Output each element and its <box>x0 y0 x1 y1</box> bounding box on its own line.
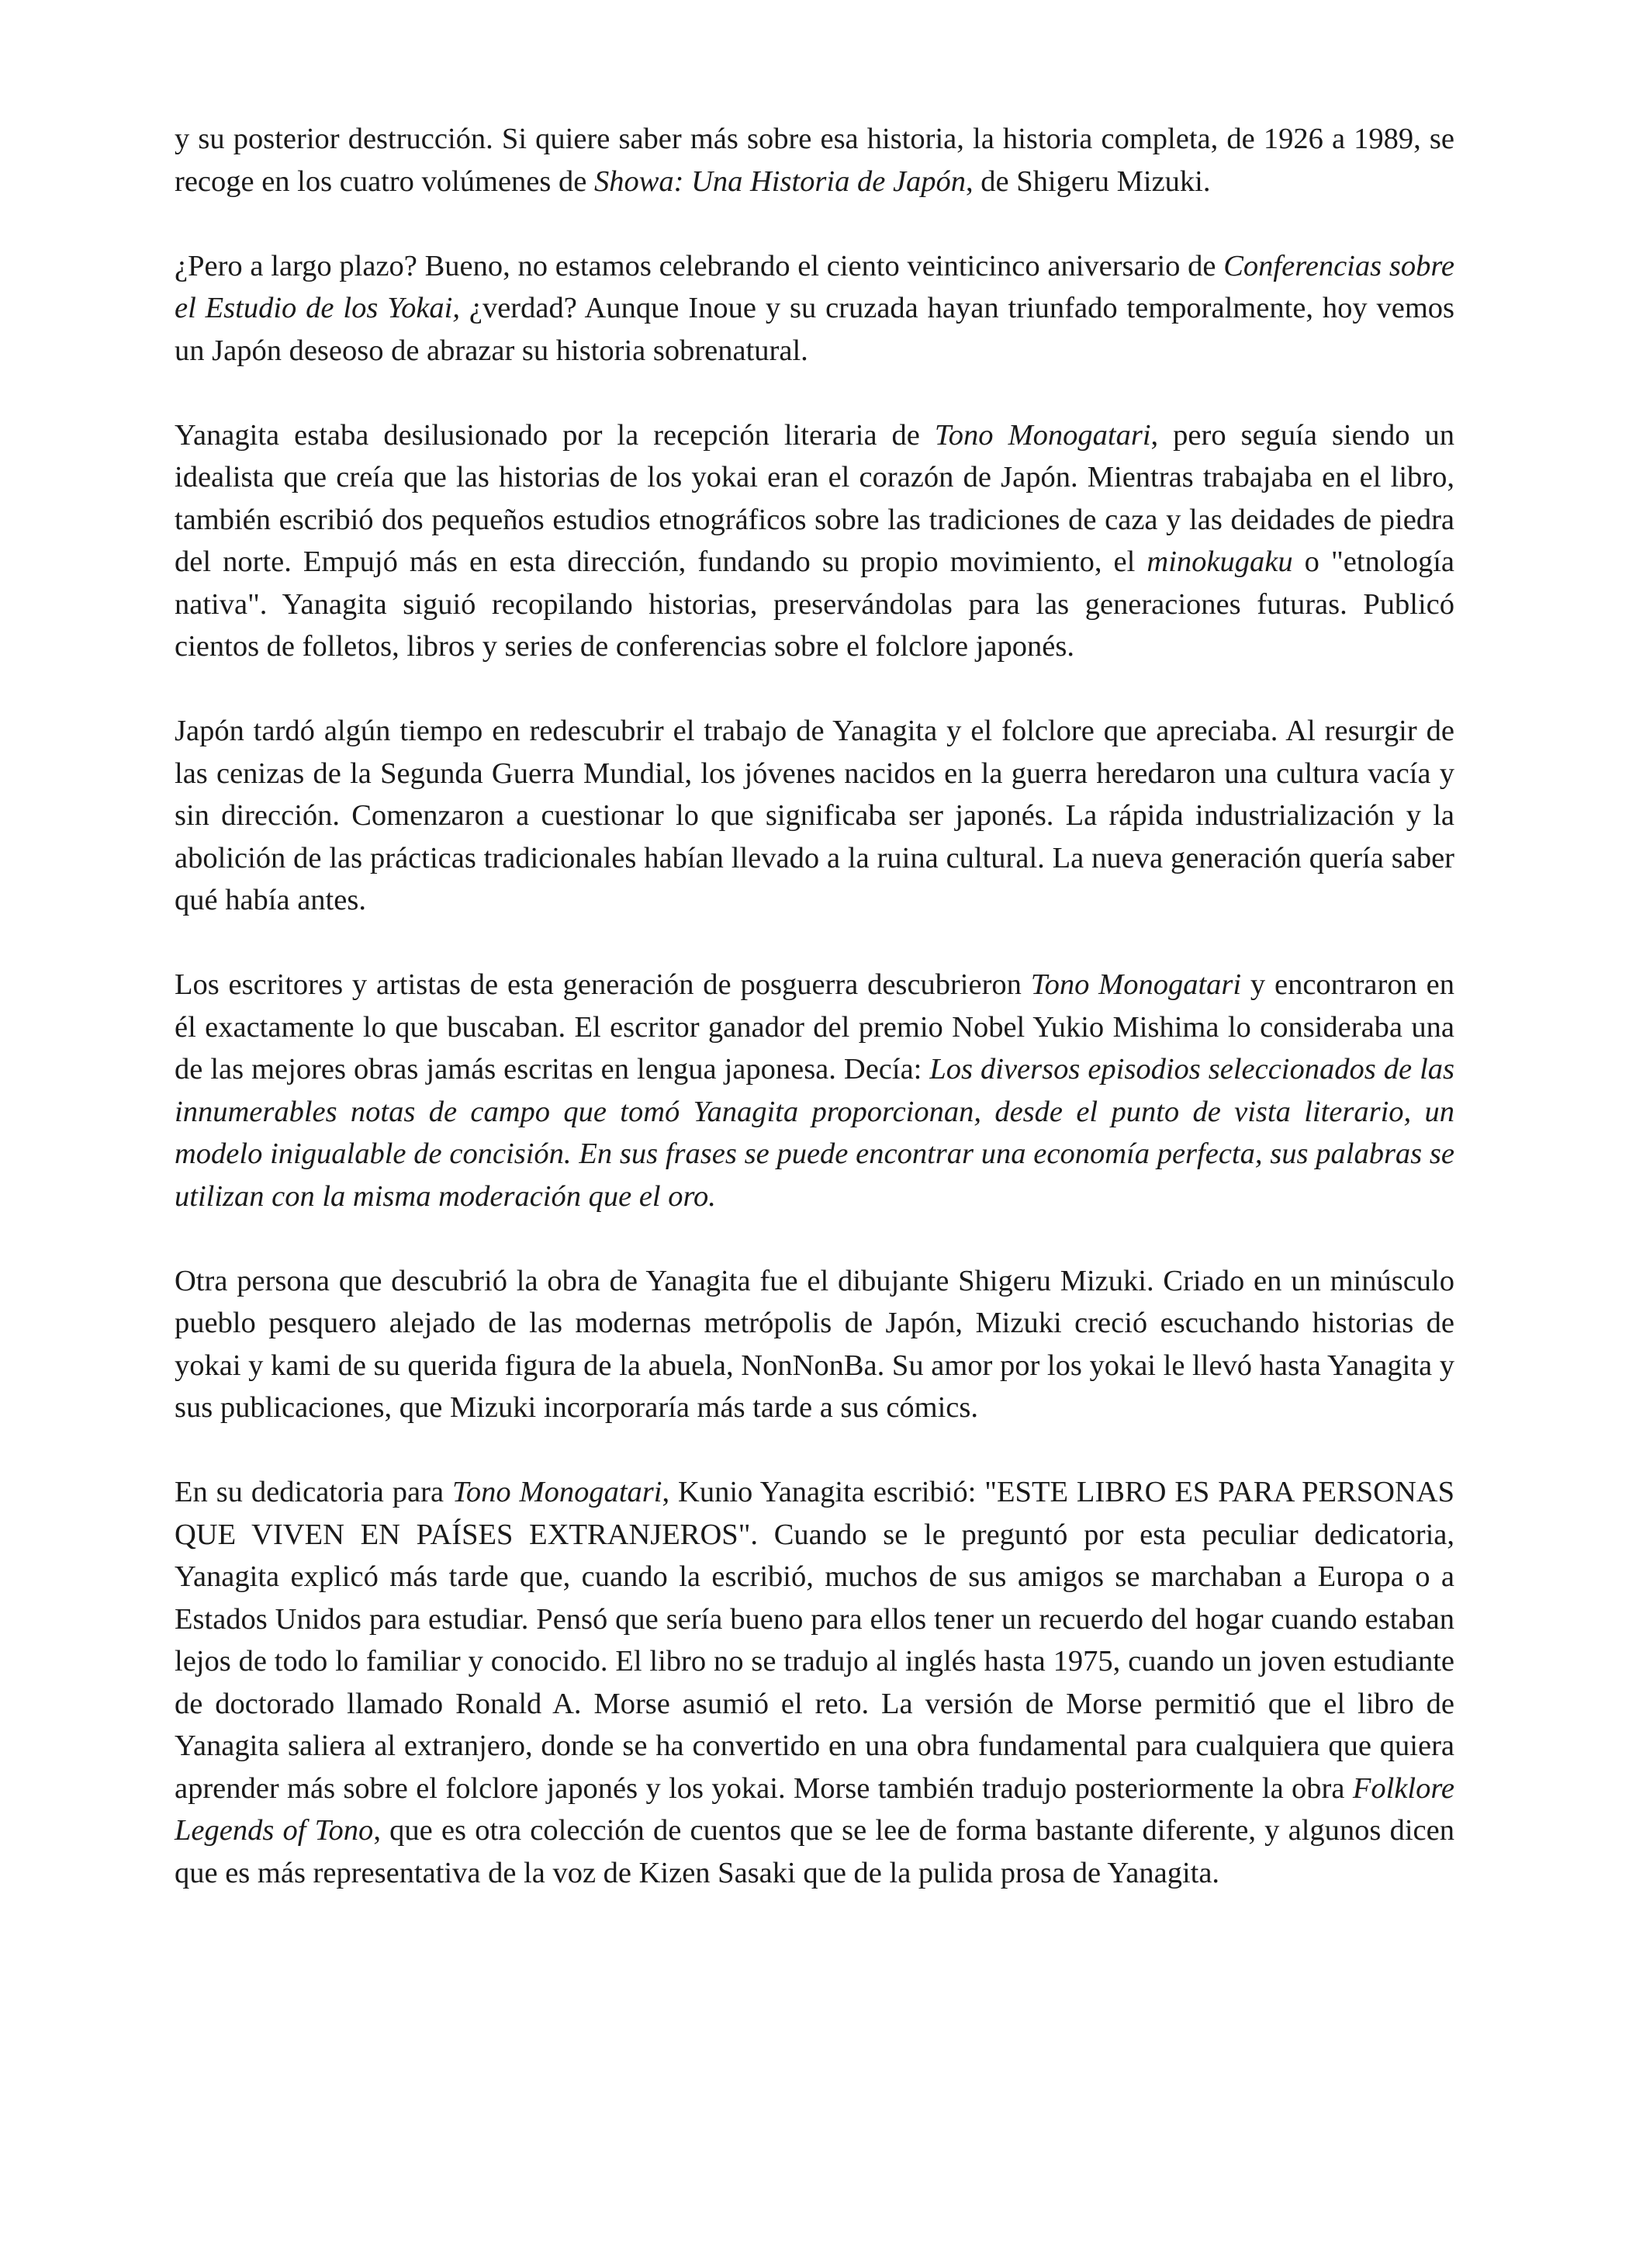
paragraph-text: , que es otra colección de cuentos que se lee de forma bastante diferente, y algunos dicen que es más representativa de la voz de Kizen Sasaki que de la pulida prosa de Yanagita. <box>175 1814 1454 1889</box>
book-title-conferencias: Conferencias sobre el Estudio de los Yokai, <box>175 249 1454 324</box>
paragraph-text: ¿verdad? Aunque Inoue y su cruzada hayan triunfado temporalmente, hoy vemos un Japón deseoso de abrazar su historia sobrenatural. <box>175 292 1455 367</box>
paragraph-3 <box>175 414 1454 668</box>
paragraph-2 <box>175 245 1454 372</box>
paragraph-text: Japón tardó algún tiempo en redescubrir el trabajo de Yanagita y el folclore que apreciaba. Al resurgir de las cenizas de la Segunda Guerra Mundial, los jóvenes nacidos en la guerra heredaron una cultura vacía y sin dirección. Comenzaron a cuestionar lo que significaba ser japonés. La rápida industrialización y la abolición de las prácticas tradicionales habían llevado a la ruina cultural. La nueva generación quería saber qué había antes. <box>175 715 1454 916</box>
paragraph-6 <box>175 1260 1454 1429</box>
paragraph-5 <box>175 964 1454 1217</box>
paragraph-text: En su dedicatoria para <box>175 1476 452 1508</box>
paragraph-text: o "etnología nativa". Yanagita siguió recopilando historias, preservándolas para las generaciones futuras. Publicó cientos de folletos, libros y series de conferencias sobre el folclore japonés. <box>175 545 1454 663</box>
paragraph-1 <box>175 118 1454 203</box>
paragraph-text: , Kunio Yanagita escribió: "ESTE LIBRO ES PARA PERSONAS QUE VIVEN EN PAÍSES EXTRANJEROS". Cuando se le preguntó por esta peculiar dedicatoria, Yanagita explicó más tarde que, cuando la escribió, muchos de sus amigos se marchaban a Europa o a Estados Unidos para estudiar. Pensó que sería bueno para ellos tener un recuerdo del hogar cuando estaban lejos de todo lo familiar y conocido. El libro no se tradujo al inglés hasta 1975, cuando un joven estudiante de doctorado llamado Ronald A. Morse asumió el reto. La versión de Morse permitió que el libro de Yanagita saliera al extranjero, donde se ha convertido en una obra fundamental para cualquiera que quiera aprender más sobre el folclore japonés y los yokai. Morse también tradujo posteriormente la obra <box>175 1476 1454 1805</box>
paragraph-text: Los escritores y artistas de esta generación de posguerra descubrieron <box>175 968 1031 1001</box>
paragraph-text: ¿Pero a largo plazo? Bueno, no estamos celebrando el ciento veinticinco aniversario de <box>175 249 1224 282</box>
paragraph-text: Otra persona que descubrió la obra de Yanagita fue el dibujante Shigeru Mizuki. Criado en un minúsculo pueblo pesquero alejado de las modernas metrópolis de Japón, Mizuki creció escuchando historias de yokai y kami de su querida figura de la abuela, NonNonBa. Su amor por los yokai le llevó hasta Yanagita y sus publicaciones, que Mizuki incorporaría más tarde a sus cómics. <box>175 1264 1454 1424</box>
book-title-tono-monogatari: Tono Monogatari <box>934 418 1151 452</box>
paragraph-4 <box>175 710 1454 922</box>
book-title-showa: Showa: Una Historia de Japón <box>593 164 967 198</box>
book-title-tono-monogatari: Tono Monogatari <box>451 1476 662 1508</box>
mishima-quote: Los diversos episodios seleccionados de las innumerables notas de campo que tomó Yanagita proporcionan, desde el punto de vista literario, un modelo inigualable de concisión. En sus frases se puede encontrar una economía perfecta, sus palabras se utilizan con la misma moderación que el oro. <box>175 1053 1454 1213</box>
paragraph-text: y encontraron en él exactamente lo que buscaban. El escritor ganador del premio Nobel Yukio Mishima lo consideraba una de las mejores obras jamás escritas en lengua japonesa. Decía: <box>175 968 1454 1086</box>
book-title-tono-monogatari: Tono Monogatari <box>1030 968 1242 1001</box>
document-page <box>175 118 1454 1894</box>
term-minokugaku: minokugaku <box>1147 545 1293 578</box>
paragraph-text: , de Shigeru Mizuki. <box>966 164 1211 198</box>
book-title-folklore-legends: Folklore Legends of Tono <box>175 1771 1454 1847</box>
paragraph-7 <box>175 1471 1454 1894</box>
paragraph-text: Yanagita estaba desilusionado por la recepción literaria de <box>175 418 935 452</box>
paragraph-text: y su posterior destrucción. Si quiere saber más sobre esa historia, la historia completa, de 1926 a 1989, se recoge en los cuatro volúmenes de <box>175 123 1454 198</box>
paragraph-text: , pero seguía siendo un idealista que creía que las historias de los yokai eran el corazón de Japón. Mientras trabajaba en el libro, también escribió dos pequeños estudios etnográficos sobre las tradiciones de caza y las deidades de piedra del norte. Empujó más en esta dirección, fundando su propio movimiento, el <box>175 418 1454 578</box>
